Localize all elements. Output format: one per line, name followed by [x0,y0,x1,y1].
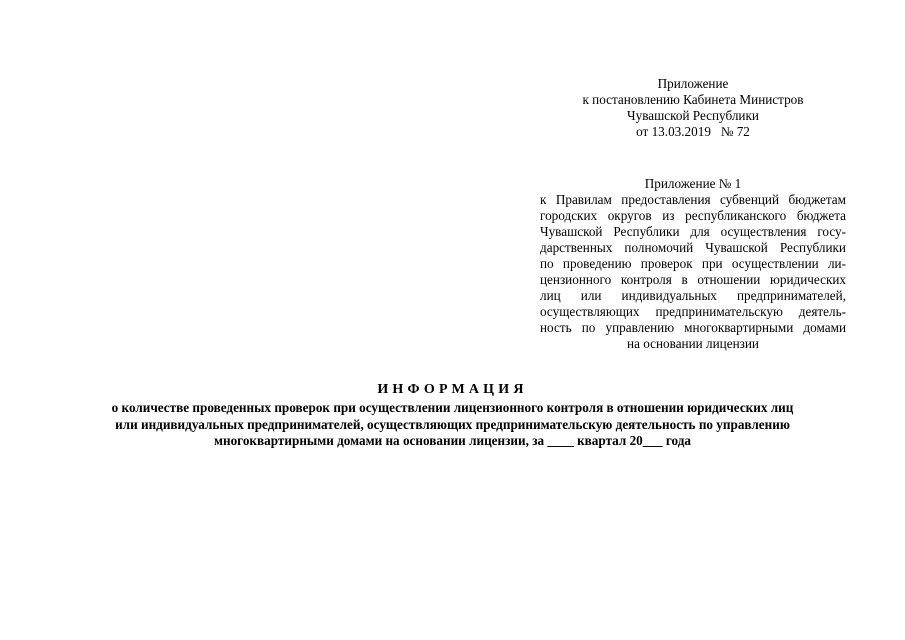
appendix-reference-block [540,76,846,140]
rules-reference-line: городских округов из республиканского бюджета [540,208,846,223]
appendix-1-block [540,176,846,352]
appendix-label: Приложение [657,76,729,91]
document-title: ИНФОРМАЦИЯ [377,382,528,397]
rules-reference-line: на основании лицензии [627,336,759,351]
subtitle-line: многоквартирными домами на основании лицензии, за ____ квартал 20___ года [214,433,691,448]
document-subtitle [60,400,845,450]
rules-reference-line: дарственных полномочий Чувашской Республики [540,240,846,255]
rules-reference-line: лиц или индивидуальных предпринимателей, [540,288,846,303]
rules-reference-line: осуществляющих предпринимательскую деятель- [540,304,846,319]
republic-name: Чувашской Республики [627,108,759,123]
appendix-1-heading: Приложение № 1 [644,176,742,191]
resolution-reference: к постановлению Кабинета Министров [582,92,804,107]
rules-reference-line: Чувашской Республики для осуществления госу- [540,224,846,239]
resolution-date-number: от 13.03.2019 № 72 [636,124,750,139]
rules-reference-line: цензионного контроля в отношении юридических [540,272,846,287]
rules-reference-line: по проведению проверок при осуществлении ли- [540,256,846,271]
rules-reference-line: к Правилам предоставления субвенций бюджетам [540,192,846,207]
subtitle-line: о количестве проведенных проверок при осуществлении лицензионного контроля в отношении юридических лиц [111,400,794,415]
subtitle-line: или индивидуальных предпринимателей, осуществляющих предпринимательскую деятельность по управлению [115,416,790,432]
rules-reference-line: ность по управлению многоквартирными домами [540,320,846,335]
